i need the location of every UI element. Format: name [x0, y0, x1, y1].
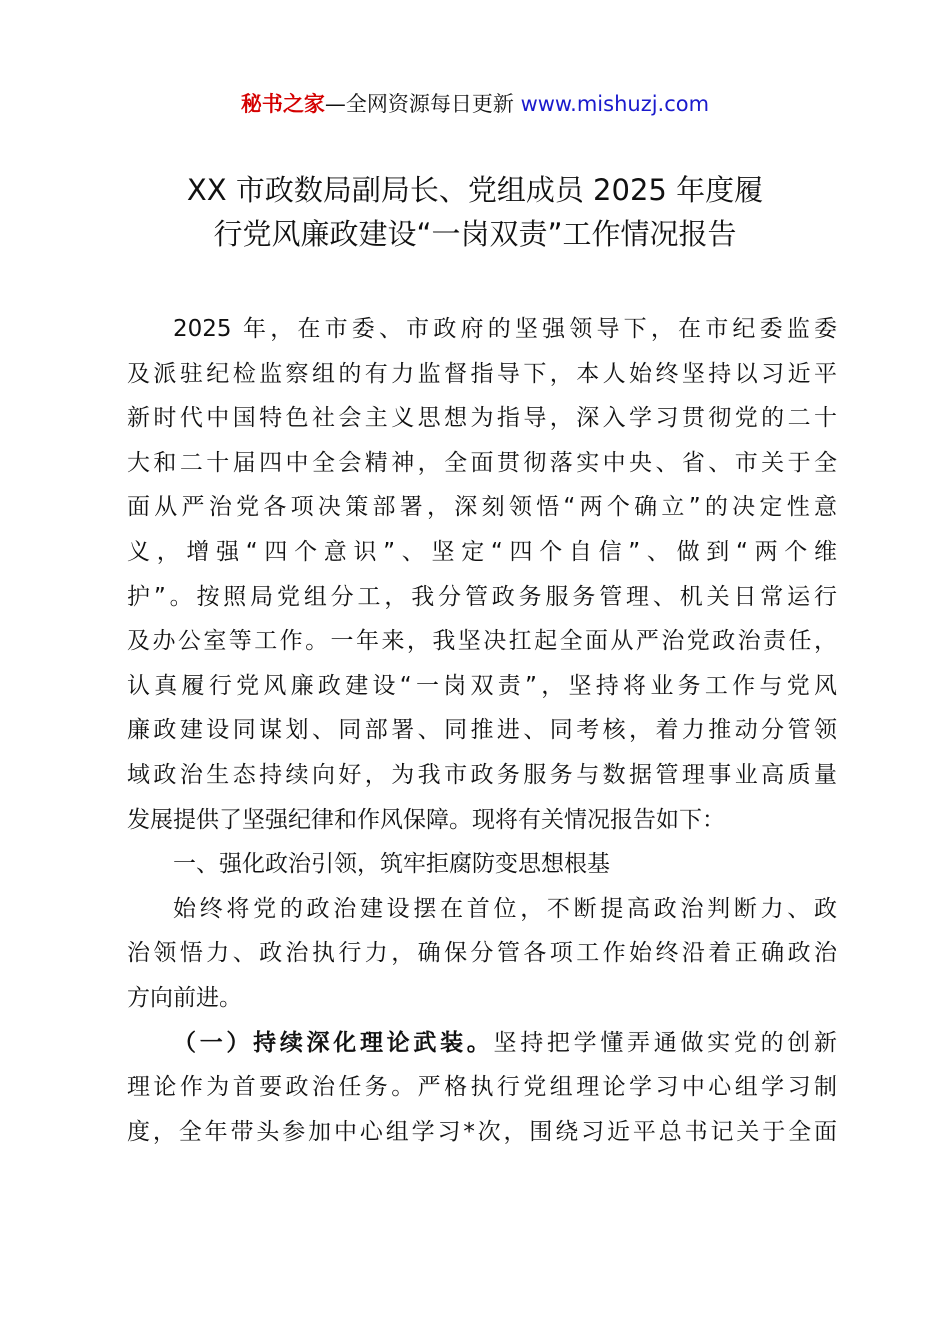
paragraph-line: 始终将党的政治建设摆在首位，不断提高政治判断力、政	[173, 895, 837, 922]
paragraph-line: 护”。按照局党组分工，我分管政务服务管理、机关日常运行	[127, 583, 837, 610]
title-line: 行党风廉政建设“一岗双责”工作情况报告	[213, 217, 737, 251]
site-brand: 秘书之家	[240, 92, 325, 116]
subsection-heading: （一）持续深化理论武装。	[173, 1029, 494, 1056]
paragraph-line: 发展提供了坚强纪律和作风保障。现将有关情况报告如下：	[127, 806, 725, 833]
paragraph-line: 理论作为首要政治任务。严格执行党组理论学习中心组学习制	[127, 1074, 837, 1101]
section-heading: 一、强化政治引领，筑牢拒腐防变思想根基	[173, 851, 610, 878]
subsection-line	[127, 1021, 837, 1066]
paragraph-line: 治领悟力、政治执行力，确保分管各项工作始终沿着正确政治	[127, 940, 837, 967]
subsection-text: 坚持把学懂弄通做实党的创新	[493, 1029, 838, 1056]
paragraph-line: 认真履行党风廉政建设“一岗双责”，坚持将业务工作与党风	[127, 672, 837, 699]
site-tagline: —全网资源每日更新	[324, 92, 521, 116]
paragraph-line: 度，全年带头参加中心组学习*次，围绕习近平总书记关于全面	[127, 1118, 837, 1145]
document-title	[60, 168, 890, 256]
paragraph-line: 廉政建设同谋划、同部署、同推进、同考核，着力推动分管领	[127, 717, 837, 744]
paragraph-line: 方向前进。	[127, 984, 242, 1011]
paragraph-line: 域政治生态持续向好，为我市政务服务与数据管理事业高质量	[127, 761, 837, 788]
document-body	[127, 307, 837, 1154]
paragraph-line: 2025 年，在市委、市政府的坚强领导下，在市纪委监委	[173, 316, 837, 342]
paragraph-line: 新时代中国特色社会主义思想为指导，深入学习贯彻党的二十	[127, 405, 837, 432]
site-header	[0, 88, 950, 120]
paragraph-line: 面从严治党各项决策部署，深刻领悟“两个确立”的决定性意	[127, 494, 837, 521]
paragraph-line: 大和二十届四中全会精神，全面贯彻落实中央、省、市关于全	[127, 449, 837, 476]
paragraph-line: 义，增强“四个意识”、坚定“四个自信”、做到“两个维	[127, 538, 837, 565]
site-url[interactable]: www.mishuzj.com	[520, 92, 710, 116]
paragraph-line: 及派驻纪检监察组的有力监督指导下，本人始终坚持以习近平	[127, 360, 837, 387]
title-line: XX 市政数局副局长、党组成员 2025 年度履	[186, 173, 764, 207]
paragraph-line: 及办公室等工作。一年来，我坚决扛起全面从严治党政治责任，	[127, 628, 837, 655]
